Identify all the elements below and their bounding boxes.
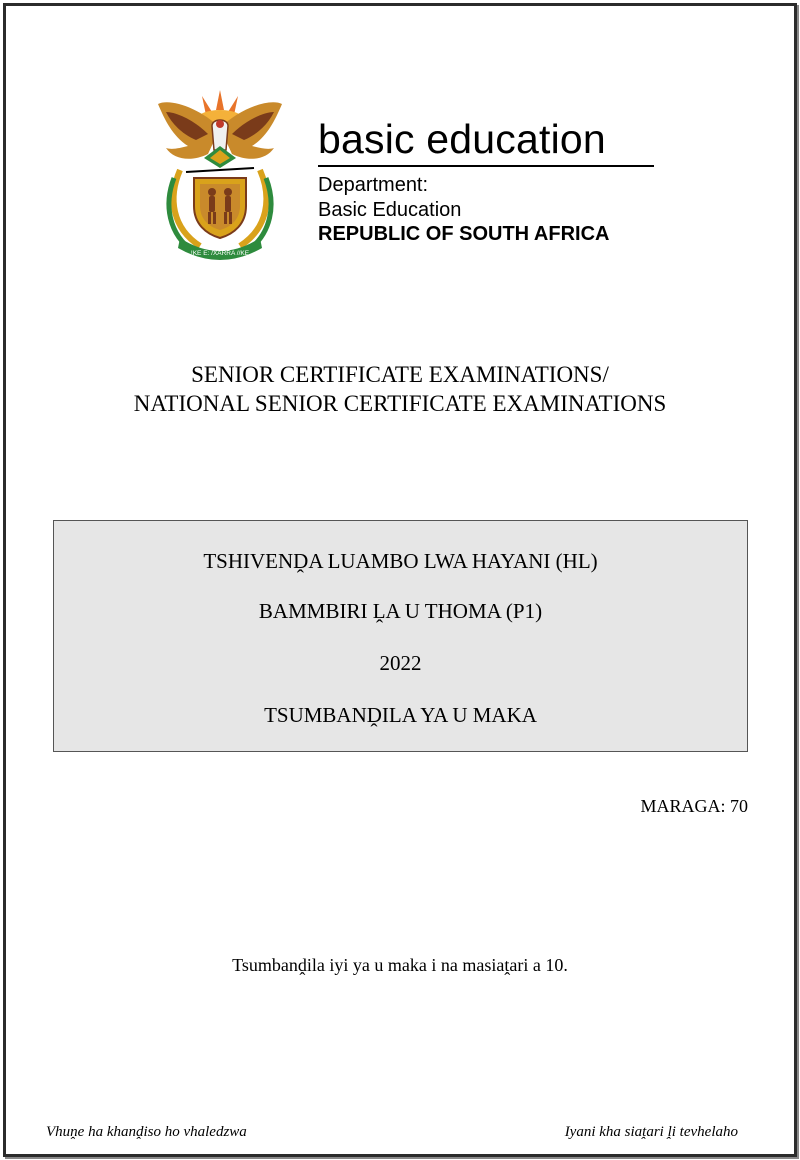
exam-heading-line1: SENIOR CERTIFICATE EXAMINATIONS/ <box>191 362 609 387</box>
brand-title: basic education <box>318 116 606 162</box>
paper-title: BAMMBIRI ḼA U THOMA (P1) <box>258 599 543 623</box>
exam-heading-line2: NATIONAL SENIOR CERTIFICATE EXAMINATIONS <box>133 391 667 416</box>
subject-title: TSHIVENḒA LUAMBO LWA HAYANI (HL) <box>203 549 598 573</box>
footer-copyright: Vhuṋe ha khanḓiso ho vhaledzwa <box>46 1124 247 1140</box>
exam-year: 2022 <box>379 651 422 675</box>
brand-subtitle: Basic Education <box>318 199 462 221</box>
exam-info-box <box>53 520 748 752</box>
document-type: TSUMBANḒILA YA U MAKA <box>264 703 537 727</box>
brand-country: REPUBLIC OF SOUTH AFRICA <box>318 223 610 245</box>
total-marks: MARAGA: 70 <box>640 796 748 816</box>
page-count-note: Tsumbanḓila iyi ya u maka i na masiaṱari a 10. <box>232 955 568 975</box>
exam-heading <box>0 360 800 418</box>
footer-next-page: Iyani kha siaṱari ḽi tevhelaho <box>564 1124 738 1140</box>
brand-block <box>318 115 610 245</box>
brand-divider <box>318 165 654 167</box>
motto-text: !KE E: /XARRA //KE <box>190 250 250 257</box>
brand-department: Department: <box>318 174 429 196</box>
coat-of-arms-logo <box>150 88 290 260</box>
